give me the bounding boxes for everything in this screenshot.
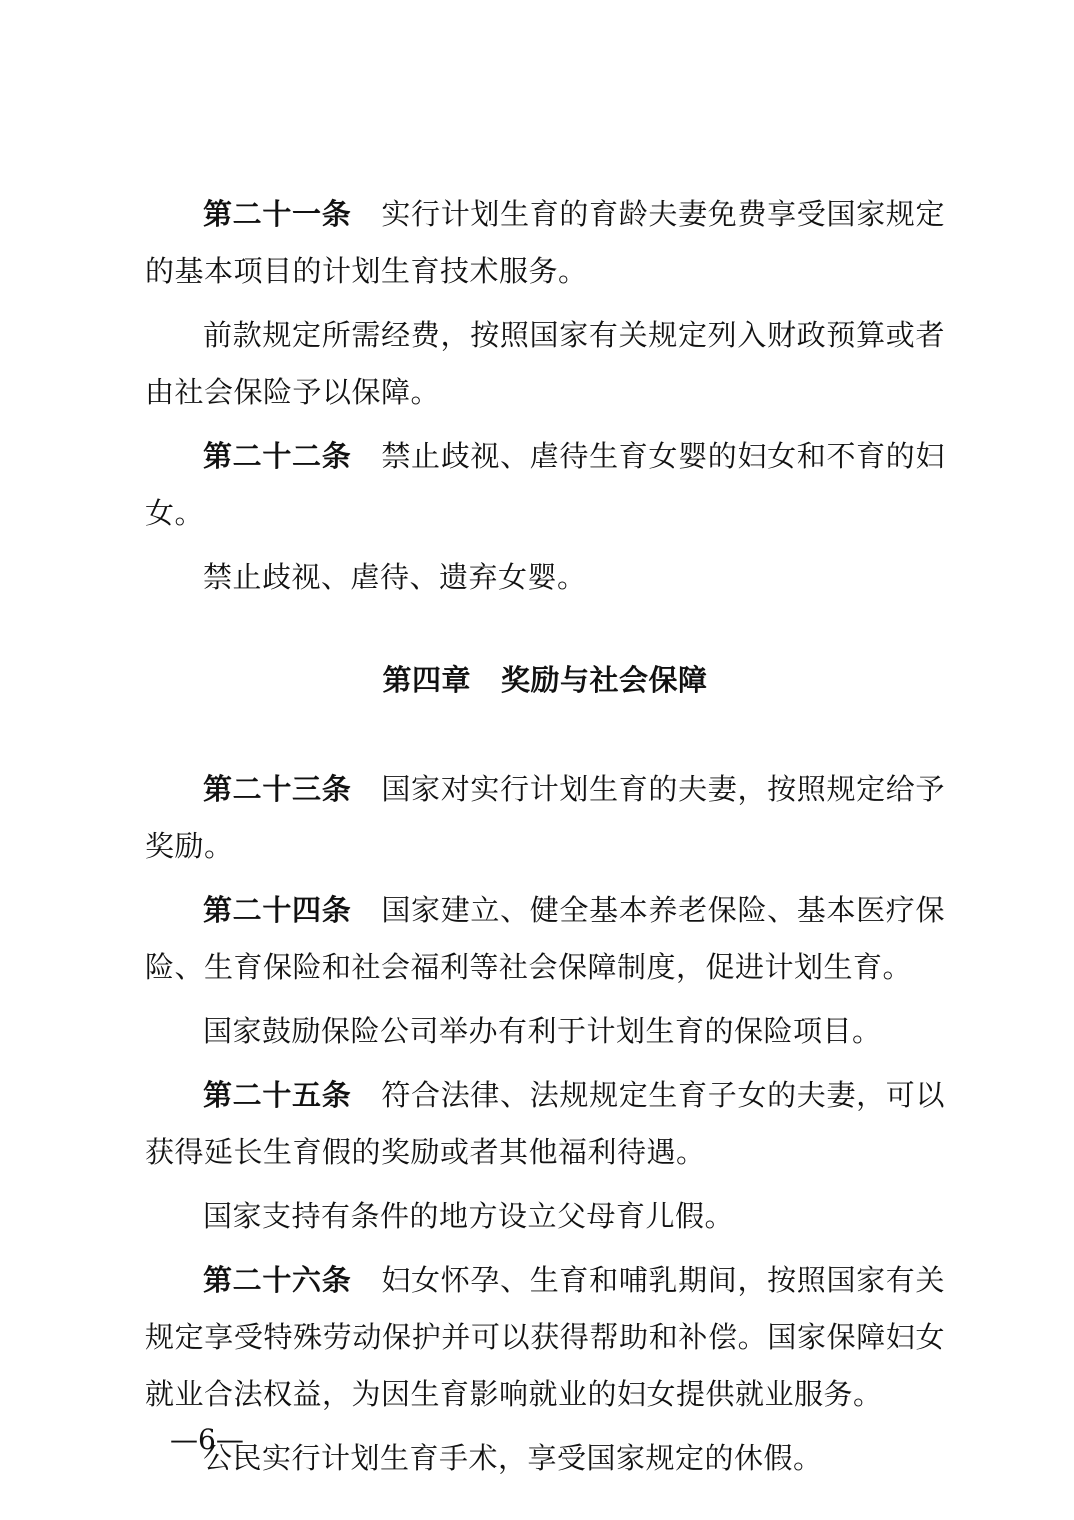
article-number: 第二十三条: [203, 772, 352, 806]
chapter-heading: [145, 652, 945, 709]
article-paragraph: [145, 761, 945, 875]
document-body: [145, 186, 945, 1494]
paragraph-text: 禁止歧视、虐待生育女婴的妇女和不育的妇女。: [145, 439, 945, 530]
article-paragraph: [145, 882, 945, 996]
paragraph-text: 国家建立、健全基本养老保险、基本医疗保险、生育保险和社会福利等社会保障制度，促进计划生育。: [145, 893, 945, 984]
page-number: —6—: [170, 1423, 244, 1456]
chapter-title: 奖励与社会保障: [501, 663, 708, 697]
paragraph-text: 国家对实行计划生育的夫妻，按照规定给予奖励。: [145, 772, 945, 863]
article-number: 第二十一条: [203, 197, 352, 231]
article-paragraph: [145, 1067, 945, 1181]
chapter-number: 第四章: [382, 663, 471, 697]
article-number: 第二十四条: [203, 893, 352, 927]
paragraph-text: 国家支持有条件的地方设立父母育儿假。: [203, 1199, 735, 1233]
paragraph-text: 国家鼓励保险公司举办有利于计划生育的保险项目。: [203, 1014, 882, 1048]
paragraph: [145, 307, 945, 421]
paragraph-text: 实行计划生育的育龄夫妻免费享受国家规定的基本项目的计划生育技术服务。: [145, 197, 945, 288]
paragraph: [145, 1430, 945, 1487]
paragraph: [145, 1003, 945, 1060]
section-part1: [145, 186, 945, 606]
article-number: 第二十二条: [203, 439, 352, 473]
paragraph-text: 妇女怀孕、生育和哺乳期间，按照国家有关规定享受特殊劳动保护并可以获得帮助和补偿。国家保障妇女就业合法权益，为因生育影响就业的妇女提供就业服务。: [145, 1263, 945, 1411]
article-number: 第二十六条: [203, 1263, 352, 1297]
paragraph: [145, 549, 945, 606]
article-paragraph: [145, 428, 945, 542]
article-paragraph: [145, 1252, 945, 1423]
paragraph-text: 符合法律、法规规定生育子女的夫妻，可以获得延长生育假的奖励或者其他福利待遇。: [145, 1078, 945, 1169]
paragraph-text: 公民实行计划生育手术，享受国家规定的休假。: [203, 1441, 823, 1475]
section-part2: [145, 761, 945, 1487]
paragraph-text: 禁止歧视、虐待、遗弃女婴。: [203, 560, 587, 594]
article-number: 第二十五条: [203, 1078, 352, 1112]
paragraph-text: 前款规定所需经费，按照国家有关规定列入财政预算或者由社会保险予以保障。: [145, 318, 945, 409]
paragraph: [145, 1188, 945, 1245]
article-paragraph: [145, 186, 945, 300]
